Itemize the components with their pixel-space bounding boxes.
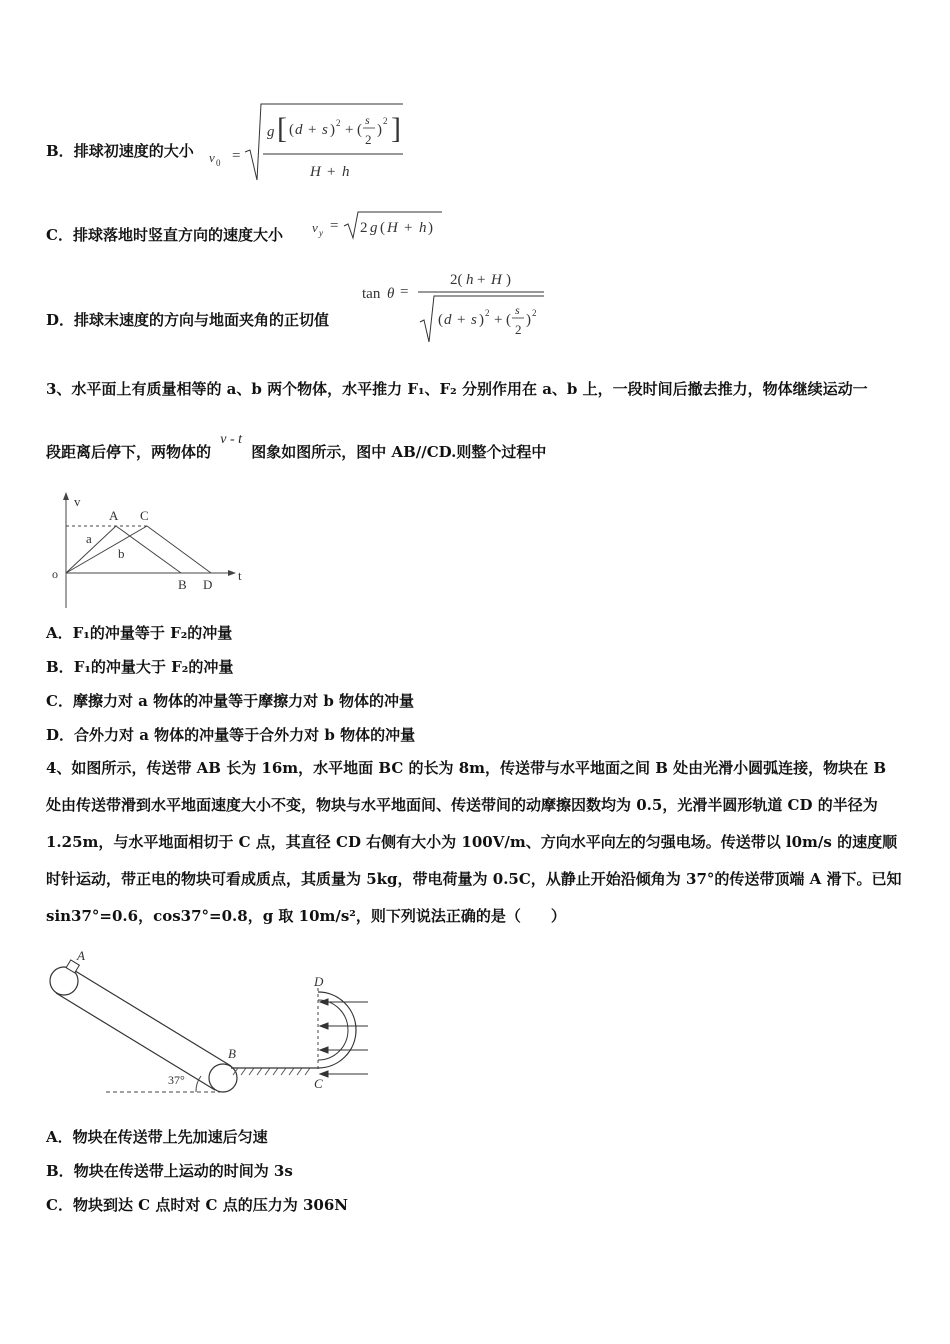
svg-text:+: + bbox=[404, 220, 413, 236]
svg-text:(: ( bbox=[438, 312, 443, 328]
svg-text:d: d bbox=[444, 312, 452, 328]
q3-stem-line1: 3、水平面上有质量相等的 a、b 两个物体，水平推力 F₁、F₂ 分别作用在 a、b 上，一段时间后撤去推力，物体继续运动一 bbox=[46, 380, 868, 398]
svg-text:H: H bbox=[491, 272, 502, 288]
svg-text:tan: tan bbox=[362, 286, 381, 302]
vt-graph bbox=[46, 488, 256, 613]
svg-text:=: = bbox=[330, 218, 339, 234]
svg-text:g: g bbox=[370, 220, 378, 236]
svg-text:): ) bbox=[506, 272, 511, 288]
origin-label: o bbox=[52, 567, 58, 581]
svg-text:): ) bbox=[428, 220, 433, 236]
svg-text:s: s bbox=[365, 113, 370, 127]
svg-text:2: 2 bbox=[532, 308, 537, 318]
line-a-label: a bbox=[86, 531, 92, 546]
line-b-label: b bbox=[118, 546, 125, 561]
svg-text:s: s bbox=[471, 312, 477, 328]
axis-v-label: v bbox=[74, 494, 81, 509]
svg-text:h: h bbox=[419, 220, 427, 236]
svg-text:+: + bbox=[345, 122, 354, 138]
axis-t-label: t bbox=[238, 568, 242, 583]
fig-label-d: D bbox=[314, 974, 324, 989]
svg-text:(: ( bbox=[289, 122, 294, 138]
svg-text:+: + bbox=[477, 272, 486, 288]
svg-text:H: H bbox=[310, 164, 321, 180]
q4-option-c: C．物块到达 C 点时对 C 点的压力为 306N bbox=[46, 1196, 348, 1214]
q3-stem-line2: 段距离后停下，两物体的 v - t 图象如图所示，图中 AB//CD.则整个过程中 bbox=[46, 432, 547, 461]
fig-label-b: B bbox=[228, 1046, 236, 1061]
q3-option-a: A．F₁的冲量等于 F₂的冲量 bbox=[46, 624, 233, 642]
fig-label-c: C bbox=[314, 1076, 323, 1091]
option-b-q2: B．排球初速度的大小 bbox=[46, 142, 194, 160]
q3-option-c: C．摩擦力对 a 物体的冲量等于摩擦力对 b 物体的冲量 bbox=[46, 692, 415, 710]
svg-text:2: 2 bbox=[336, 118, 341, 128]
svg-text:): ) bbox=[479, 312, 484, 328]
svg-text:=: = bbox=[232, 148, 241, 164]
point-b-label: B bbox=[178, 577, 187, 592]
option-c-q2: C．排球落地时竖直方向的速度大小 bbox=[46, 226, 283, 244]
fig-label-a: A bbox=[77, 948, 85, 963]
svg-text:y: y bbox=[319, 228, 323, 238]
svg-text:): ) bbox=[330, 122, 335, 138]
svg-text:): ) bbox=[526, 312, 531, 328]
q3-option-d: D．合外力对 a 物体的冲量等于合外力对 b 物体的冲量 bbox=[46, 726, 416, 744]
formula-d bbox=[360, 264, 550, 348]
svg-text:h: h bbox=[466, 272, 474, 288]
svg-text:(: ( bbox=[506, 312, 511, 328]
svg-text:θ: θ bbox=[387, 286, 395, 302]
svg-text:+: + bbox=[457, 312, 466, 328]
svg-text:[: [ bbox=[277, 112, 287, 145]
svg-text:(: ( bbox=[380, 220, 385, 236]
svg-text:+: + bbox=[308, 122, 317, 138]
q4-option-a: A．物块在传送带上先加速后匀速 bbox=[46, 1128, 268, 1146]
vt-label: v - t bbox=[220, 432, 243, 447]
point-c-label: C bbox=[140, 508, 149, 523]
q3-option-b: B．F₁的冲量大于 F₂的冲量 bbox=[46, 658, 234, 676]
fig-angle-label: 37° bbox=[168, 1073, 185, 1087]
point-d-label: D bbox=[203, 577, 213, 592]
svg-text:0: 0 bbox=[216, 158, 221, 168]
svg-text:g: g bbox=[267, 124, 275, 140]
svg-text:d: d bbox=[295, 122, 303, 138]
svg-text:2(: 2( bbox=[450, 272, 463, 288]
svg-text:s: s bbox=[515, 303, 520, 317]
svg-text:2: 2 bbox=[383, 116, 388, 126]
formula-b bbox=[205, 100, 415, 185]
formula-c bbox=[310, 208, 450, 240]
q4-option-b: B．物块在传送带上运动的时间为 3s bbox=[46, 1162, 293, 1180]
svg-text:H: H bbox=[387, 220, 398, 236]
conveyor-figure bbox=[46, 948, 376, 1098]
option-d-q2: D．排球末速度的方向与地面夹角的正切值 bbox=[46, 311, 330, 329]
svg-text:v: v bbox=[209, 150, 215, 165]
svg-text:(: ( bbox=[357, 122, 362, 138]
svg-text:+: + bbox=[327, 164, 336, 180]
svg-text:=: = bbox=[400, 284, 409, 300]
svg-text:2: 2 bbox=[365, 132, 372, 147]
svg-text:v: v bbox=[312, 220, 318, 235]
svg-text:2: 2 bbox=[360, 220, 368, 236]
svg-text:+: + bbox=[494, 312, 503, 328]
svg-text:2: 2 bbox=[485, 308, 490, 318]
q4-stem: 4、如图所示，传送带 AB 长为 16m，水平地面 BC 的长为 8m，传送带与水平地面之间 B 处由光滑小圆弧连接，物块在 B 处由传送带滑到水平地面速度大小不变，物块与水平地面间、传送带间的动摩擦因数均为 0.5，光滑半圆形轨道 CD 的半径为 1.25m，与水平地面相切于 C 点，其直径 CD 右侧有大小为 100V/m、方向水平向左的匀强电场。传送带以 l0m/s 的速度顺时针运动，带正电的物块可看成质点，其质量为 5kg，带电荷量为 0.5C，从静止开始沿倾角为 37°的传送带顶端 A 滑下。已知 sin37°=0.6，cos37°=0.8，g 取 10m/s²，则下列说法正确的是（ ） bbox=[46, 759, 902, 925]
svg-text:2: 2 bbox=[515, 322, 522, 337]
svg-text:]: ] bbox=[391, 112, 401, 145]
svg-text:s: s bbox=[322, 122, 328, 138]
point-a-label: A bbox=[109, 508, 119, 523]
svg-text:): ) bbox=[377, 122, 382, 138]
svg-text:h: h bbox=[342, 164, 350, 180]
